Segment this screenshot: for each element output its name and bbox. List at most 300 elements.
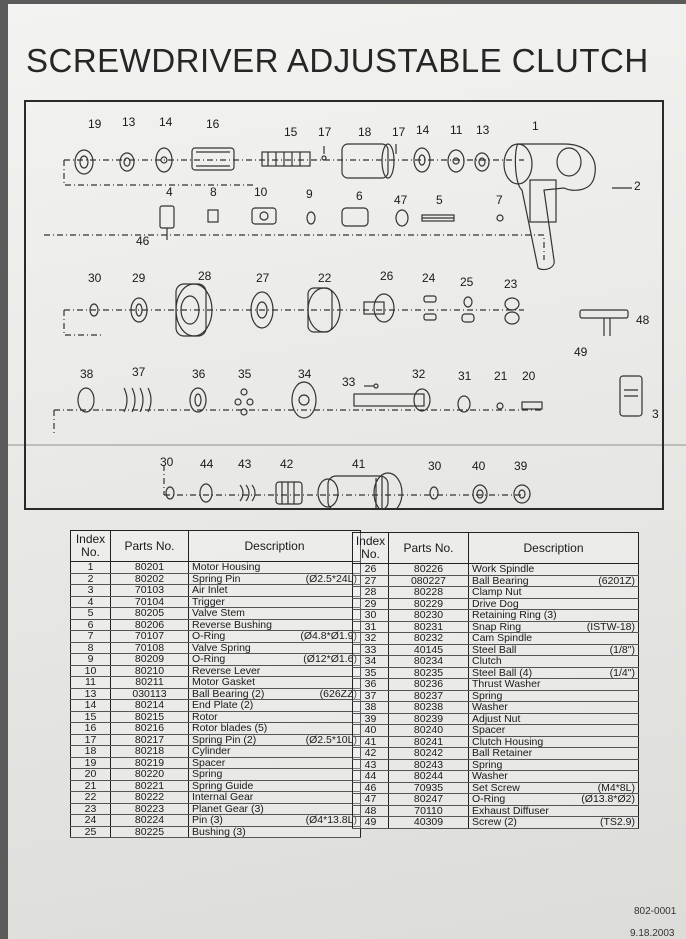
index-cell: 23 — [71, 803, 111, 815]
index-cell: 30 — [353, 610, 389, 622]
description-text: End Plate (2) — [192, 699, 254, 711]
index-cell: 33 — [353, 644, 389, 656]
description-cell — [189, 803, 361, 815]
parts-no-cell: 80241 — [389, 736, 469, 748]
description-text: Clamp Nut — [472, 586, 522, 598]
parts-no-cell: 80235 — [389, 667, 469, 679]
description-text: Spacer — [472, 724, 506, 736]
description-text: Clutch Housing — [472, 736, 544, 748]
index-cell: 15 — [71, 711, 111, 723]
parts-no-cell: 70107 — [111, 631, 189, 643]
description-cell — [189, 688, 361, 700]
description-text: Spring Pin — [192, 573, 241, 585]
index-cell: 42 — [353, 748, 389, 760]
index-cell: 7 — [71, 631, 111, 643]
index-cell: 27 — [353, 575, 389, 587]
parts-no-cell: 80223 — [111, 803, 189, 815]
callout-3: 3 — [652, 407, 659, 421]
description-text: Motor Gasket — [192, 676, 256, 688]
spec-text — [631, 737, 635, 748]
callout-43: 43 — [238, 457, 252, 471]
parts-no-cell: 40145 — [389, 644, 469, 656]
callout-41: 41 — [352, 457, 366, 471]
description-cell — [469, 794, 639, 806]
callout-15: 15 — [284, 125, 298, 139]
spec-text: (Ø12*Ø1.6) — [303, 653, 357, 665]
callout-39: 39 — [514, 459, 528, 473]
table-row — [353, 771, 639, 783]
description-text: Steel Ball — [472, 644, 517, 656]
callout-4: 4 — [166, 185, 173, 199]
spec-text — [631, 610, 635, 621]
index-cell: 34 — [353, 656, 389, 668]
table-row — [353, 748, 639, 760]
table-row — [71, 631, 361, 643]
description-text: Adjust Nut — [472, 713, 521, 725]
table-row — [353, 805, 639, 817]
spec-text: (Ø2.5*24L) — [305, 573, 357, 585]
parts-no-cell: 80234 — [389, 656, 469, 668]
callout-24: 24 — [422, 271, 436, 285]
spec-text: (Ø4.8*Ø1.9) — [300, 630, 357, 642]
header-description: Description — [189, 531, 361, 562]
table-row — [71, 792, 361, 804]
table-row — [353, 667, 639, 679]
index-cell: 28 — [353, 587, 389, 599]
spec-text — [631, 691, 635, 702]
description-cell — [189, 562, 361, 574]
parts-no-cell: 80201 — [111, 562, 189, 574]
header-index: Index No. — [71, 531, 111, 562]
table-row — [71, 562, 361, 574]
parts-no-cell: 80222 — [111, 792, 189, 804]
callout-49: 49 — [574, 345, 588, 359]
description-text: Set Screw — [472, 782, 520, 794]
callout-38: 38 — [80, 367, 94, 381]
header-description: Description — [469, 533, 639, 564]
parts-no-cell: 80224 — [111, 815, 189, 827]
description-cell — [469, 656, 639, 668]
description-text: Rotor blades (5) — [192, 722, 268, 734]
description-cell — [189, 677, 361, 689]
parts-no-cell: 80237 — [389, 690, 469, 702]
parts-no-cell: 80205 — [111, 608, 189, 620]
table-row — [353, 679, 639, 691]
description-text: Cam Spindle — [472, 632, 533, 644]
parts-no-cell: 80244 — [389, 771, 469, 783]
index-cell: 21 — [71, 780, 111, 792]
table-row — [71, 780, 361, 792]
callout-18: 18 — [358, 125, 372, 139]
parts-no-cell: 70935 — [389, 782, 469, 794]
parts-no-cell: 70108 — [111, 642, 189, 654]
exploded-parts-diagram — [24, 100, 664, 510]
description-text: Spring — [472, 759, 503, 771]
callout-25: 25 — [460, 275, 474, 289]
parts-no-cell: 80225 — [111, 826, 189, 838]
description-cell — [469, 782, 639, 794]
description-text: Spacer — [192, 757, 226, 769]
table-row — [71, 573, 361, 585]
callout-42: 42 — [280, 457, 294, 471]
description-text: Spring Pin (2) — [192, 734, 257, 746]
description-cell — [189, 700, 361, 712]
index-cell: 13 — [71, 688, 111, 700]
parts-table-right — [352, 532, 639, 829]
table-row — [353, 713, 639, 725]
description-cell — [189, 792, 361, 804]
spec-text — [631, 806, 635, 817]
description-cell — [189, 642, 361, 654]
document-date: 9.18.2003 — [630, 928, 675, 939]
description-cell — [469, 771, 639, 783]
index-cell: 22 — [71, 792, 111, 804]
description-cell — [189, 815, 361, 827]
index-cell: 9 — [71, 654, 111, 666]
description-cell — [469, 748, 639, 760]
callout-22: 22 — [318, 271, 332, 285]
spec-text — [631, 587, 635, 598]
table-row — [353, 587, 639, 599]
description-cell — [469, 598, 639, 610]
table-row — [353, 702, 639, 714]
spec-text: (6201Z) — [598, 575, 635, 587]
description-text: Internal Gear — [192, 791, 254, 803]
index-cell: 35 — [353, 667, 389, 679]
description-cell — [469, 633, 639, 645]
parts-no-cell: 80216 — [111, 723, 189, 735]
table-row — [71, 688, 361, 700]
callout-30b: 30 — [160, 455, 174, 469]
parts-no-cell: 80209 — [111, 654, 189, 666]
description-text: Cylinder — [192, 745, 231, 757]
description-cell — [469, 644, 639, 656]
table-row — [71, 826, 361, 838]
table-row — [353, 610, 639, 622]
description-cell — [189, 631, 361, 643]
callout-2: 2 — [634, 179, 641, 193]
parts-no-cell: 70103 — [111, 585, 189, 597]
description-text: O-Ring — [472, 793, 506, 805]
parts-no-cell: 080227 — [389, 575, 469, 587]
spec-text: (M4*8L) — [597, 782, 635, 794]
callout-16: 16 — [206, 117, 220, 131]
parts-no-cell: 80226 — [389, 564, 469, 576]
description-cell — [469, 564, 639, 576]
index-cell: 46 — [353, 782, 389, 794]
description-cell — [189, 585, 361, 597]
callout-13: 13 — [122, 115, 136, 129]
description-cell — [469, 759, 639, 771]
spec-text: (Ø2.5*10L) — [305, 734, 357, 746]
description-cell — [469, 575, 639, 587]
description-text: Reverse Bushing — [192, 619, 272, 631]
callout-30c: 30 — [428, 459, 442, 473]
index-cell: 41 — [353, 736, 389, 748]
description-text: Trigger — [192, 596, 225, 608]
table-row — [353, 621, 639, 633]
description-cell — [189, 826, 361, 838]
callout-40: 40 — [472, 459, 486, 473]
parts-no-cell: 40309 — [389, 817, 469, 829]
index-cell: 2 — [71, 573, 111, 585]
index-cell: 48 — [353, 805, 389, 817]
callout-1: 1 — [532, 119, 539, 133]
callout-32: 32 — [412, 367, 426, 381]
index-cell: 49 — [353, 817, 389, 829]
description-cell — [469, 621, 639, 633]
table-row — [71, 769, 361, 781]
spec-text — [631, 748, 635, 759]
callout-21: 21 — [494, 369, 508, 383]
callout-27: 27 — [256, 271, 270, 285]
description-text: Motor Housing — [192, 561, 261, 573]
description-text: Thrust Washer — [472, 678, 541, 690]
table-row — [71, 746, 361, 758]
table-row — [71, 711, 361, 723]
index-cell: 3 — [71, 585, 111, 597]
description-cell — [469, 610, 639, 622]
description-text: Pin (3) — [192, 814, 223, 826]
description-text: Screw (2) — [472, 816, 517, 828]
description-text: Washer — [472, 770, 508, 782]
parts-no-cell: 80228 — [389, 587, 469, 599]
parts-no-cell: 80214 — [111, 700, 189, 712]
description-text: Valve Stem — [192, 607, 245, 619]
callout-6: 6 — [356, 189, 363, 203]
description-cell — [469, 587, 639, 599]
index-cell: 37 — [353, 690, 389, 702]
parts-no-cell: 80221 — [111, 780, 189, 792]
table-row — [353, 782, 639, 794]
index-cell: 19 — [71, 757, 111, 769]
index-cell: 38 — [353, 702, 389, 714]
parts-no-cell: 70104 — [111, 596, 189, 608]
description-cell — [189, 596, 361, 608]
description-text: Snap Ring — [472, 621, 522, 633]
table-row — [353, 575, 639, 587]
description-text: Steel Ball (4) — [472, 667, 533, 679]
index-cell: 44 — [353, 771, 389, 783]
table-row — [353, 759, 639, 771]
callout-46: 46 — [136, 234, 150, 248]
spec-text — [631, 714, 635, 725]
parts-no-cell: 80219 — [111, 757, 189, 769]
parts-no-cell: 030113 — [111, 688, 189, 700]
spec-text — [631, 679, 635, 690]
table-row — [353, 736, 639, 748]
callout-26: 26 — [380, 269, 394, 283]
callout-23: 23 — [504, 277, 518, 291]
callout-14: 14 — [159, 115, 173, 129]
callout-5: 5 — [436, 193, 443, 207]
description-text: Retaining Ring (3) — [472, 609, 557, 621]
description-cell — [189, 746, 361, 758]
description-cell — [469, 690, 639, 702]
description-text: Rotor — [192, 711, 218, 723]
index-cell: 43 — [353, 759, 389, 771]
parts-no-cell: 80231 — [389, 621, 469, 633]
table-row — [71, 803, 361, 815]
parts-no-cell: 70110 — [389, 805, 469, 817]
parts-no-cell: 80215 — [111, 711, 189, 723]
description-text: Ball Bearing — [472, 575, 529, 587]
callout-37: 37 — [132, 365, 146, 379]
table-row — [71, 757, 361, 769]
callout-29: 29 — [132, 271, 146, 285]
parts-no-cell: 80239 — [389, 713, 469, 725]
callout-17b: 17 — [392, 125, 406, 139]
description-cell — [469, 679, 639, 691]
spec-text: (TS2.9) — [599, 816, 635, 828]
spec-text — [631, 725, 635, 736]
table-row — [353, 656, 639, 668]
description-text: O-Ring — [192, 630, 226, 642]
description-cell — [469, 725, 639, 737]
description-cell — [189, 734, 361, 746]
parts-no-cell: 80217 — [111, 734, 189, 746]
callout-7: 7 — [496, 193, 503, 207]
header-parts-no: Parts No. — [389, 533, 469, 564]
index-cell: 17 — [71, 734, 111, 746]
table-row — [353, 564, 639, 576]
description-text: Air Inlet — [192, 584, 228, 596]
parts-table-right-body — [353, 564, 639, 829]
spec-text: (1/4") — [609, 667, 635, 679]
parts-table-left-body — [71, 562, 361, 838]
description-text: Spring Guide — [192, 780, 254, 792]
parts-no-cell: 80202 — [111, 573, 189, 585]
table-row — [353, 690, 639, 702]
table-row — [71, 700, 361, 712]
callout-10: 10 — [254, 185, 268, 199]
description-cell — [189, 711, 361, 723]
parts-no-cell: 80232 — [389, 633, 469, 645]
description-cell — [469, 713, 639, 725]
index-cell: 47 — [353, 794, 389, 806]
index-cell: 11 — [71, 677, 111, 689]
description-text: Valve Spring — [192, 642, 251, 654]
description-cell — [189, 619, 361, 631]
callout-34: 34 — [298, 367, 312, 381]
index-cell: 39 — [353, 713, 389, 725]
parts-no-cell: 80238 — [389, 702, 469, 714]
callout-14b: 14 — [416, 123, 430, 137]
parts-no-cell: 80247 — [389, 794, 469, 806]
spec-text — [631, 760, 635, 771]
callout-8: 8 — [210, 185, 217, 199]
table-row — [353, 644, 639, 656]
parts-no-cell: 80229 — [389, 598, 469, 610]
table-row — [71, 723, 361, 735]
description-cell — [469, 805, 639, 817]
table-row — [71, 642, 361, 654]
description-text: Spring — [192, 768, 223, 780]
callout-44: 44 — [200, 457, 214, 471]
spec-text — [631, 599, 635, 610]
index-cell: 36 — [353, 679, 389, 691]
index-cell: 25 — [71, 826, 111, 838]
parts-no-cell: 80220 — [111, 769, 189, 781]
table-row — [353, 794, 639, 806]
parts-no-cell: 80218 — [111, 746, 189, 758]
description-text: Exhaust Diffuser — [472, 805, 549, 817]
spec-text: (Ø13.8*Ø2) — [581, 793, 635, 805]
spec-text — [631, 656, 635, 667]
description-cell — [189, 769, 361, 781]
index-cell: 32 — [353, 633, 389, 645]
description-text: Clutch — [472, 655, 502, 667]
table-row — [353, 725, 639, 737]
description-cell — [189, 573, 361, 585]
callout-9: 9 — [306, 187, 313, 201]
callout-13b: 13 — [476, 123, 490, 137]
index-cell: 29 — [353, 598, 389, 610]
table-row — [71, 608, 361, 620]
description-cell — [189, 723, 361, 735]
description-cell — [189, 665, 361, 677]
description-cell — [189, 780, 361, 792]
table-row — [71, 585, 361, 597]
index-cell: 31 — [353, 621, 389, 633]
parts-table-left — [70, 530, 361, 838]
index-cell: 24 — [71, 815, 111, 827]
description-text: Spring — [472, 690, 503, 702]
index-cell: 10 — [71, 665, 111, 677]
callout-48: 48 — [636, 313, 650, 327]
description-cell — [189, 654, 361, 666]
spec-text — [631, 564, 635, 575]
description-cell — [469, 667, 639, 679]
index-cell: 20 — [71, 769, 111, 781]
table-row — [71, 734, 361, 746]
callout-20: 20 — [522, 369, 536, 383]
callout-47: 47 — [394, 193, 408, 207]
spec-text — [631, 771, 635, 782]
spec-text: (Ø4*13.8L) — [305, 814, 357, 826]
callout-30: 30 — [88, 271, 102, 285]
description-text: Ball Bearing (2) — [192, 688, 265, 700]
table-row — [353, 598, 639, 610]
description-text: Washer — [472, 701, 508, 713]
header-parts-no: Parts No. — [111, 531, 189, 562]
description-cell — [189, 757, 361, 769]
parts-no-cell: 80236 — [389, 679, 469, 691]
index-cell: 5 — [71, 608, 111, 620]
spec-text: (1/8") — [609, 644, 635, 656]
callout-33: 33 — [342, 375, 356, 389]
index-cell: 26 — [353, 564, 389, 576]
table-row — [71, 654, 361, 666]
parts-no-cell: 80210 — [111, 665, 189, 677]
description-cell — [469, 817, 639, 829]
index-cell: 14 — [71, 700, 111, 712]
index-cell: 1 — [71, 562, 111, 574]
table-row — [353, 817, 639, 829]
parts-no-cell: 80211 — [111, 677, 189, 689]
table-row — [71, 665, 361, 677]
callout-35: 35 — [238, 367, 252, 381]
table-row — [71, 677, 361, 689]
description-text: Work Spindle — [472, 563, 535, 575]
callout-31: 31 — [458, 369, 472, 383]
parts-no-cell: 80242 — [389, 748, 469, 760]
spec-text — [631, 633, 635, 644]
index-cell: 4 — [71, 596, 111, 608]
description-cell — [469, 702, 639, 714]
index-cell: 40 — [353, 725, 389, 737]
index-cell: 6 — [71, 619, 111, 631]
